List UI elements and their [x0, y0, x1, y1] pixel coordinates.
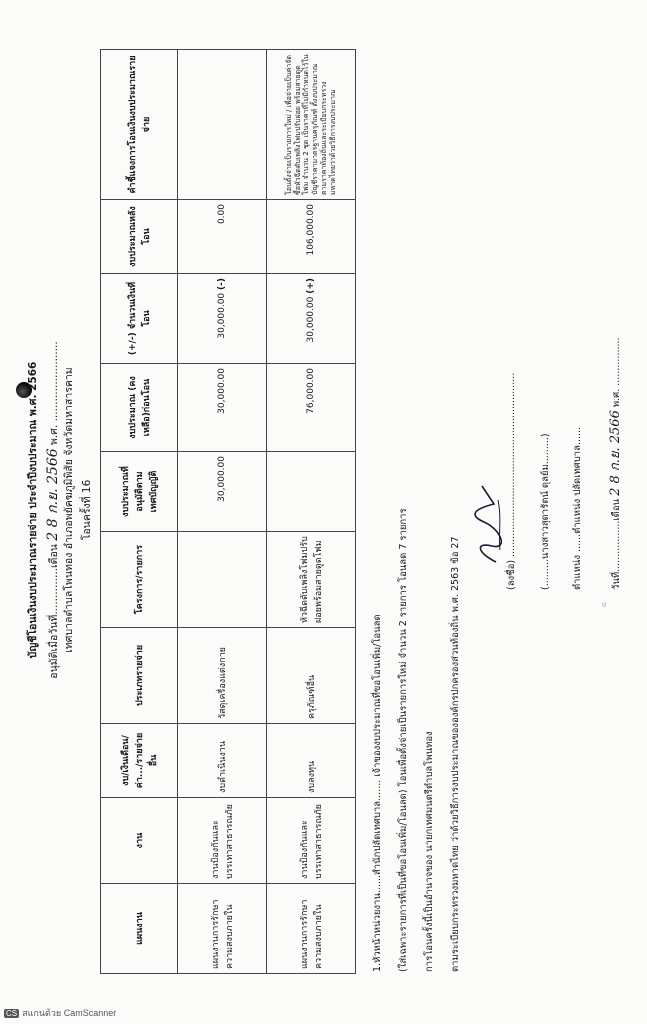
cell-plan: แผนงานการรักษาความสงบภายใน [178, 884, 267, 974]
col-header: (+/-) จำนวนเงินที่โอน [101, 274, 178, 364]
cell-before: 76,000.00 [267, 364, 356, 452]
transfer-number: โอนครั้งที่ 16 [81, 479, 93, 541]
cell-transfer [178, 274, 267, 364]
approval-suffix: พ.ศ. ........................ [48, 341, 60, 445]
cell-type: วัสดุเครื่องแต่งกาย [178, 628, 267, 724]
cell-approved: 30,000.00 [178, 452, 267, 532]
date-prefix: วันที่.................เดือน [611, 498, 622, 590]
note-line: ตามระเบียบกระทรวงมหาดไทย ว่าด้วยวิธีการงบประมาณขององค์กรปกครองส่วนท้องถิ่น พ.ศ. 2563 ข้อ 27 [450, 536, 461, 972]
handwritten-signature [472, 480, 506, 570]
note-line: 1.หัวหน้าหน่วยงาน......สำนักปลัดเทศบาล....... เจ้าของงบประมาณที่ขอโอนเพิ่ม/โอนลด [372, 614, 383, 972]
cell-note [178, 50, 267, 200]
transfer-amount: 30,000.00 [306, 296, 316, 343]
cell-work: งานป้องกันและบรรเทาสาธารณภัย [178, 798, 267, 884]
col-header: โครงการ/รายการ [101, 532, 178, 628]
rotated-document [14, 10, 634, 1010]
transfer-sign: (-) [217, 278, 227, 290]
cell-budget: งบดำเนินงาน [178, 724, 267, 798]
transfer-table [100, 49, 356, 974]
scanner-footer [4, 1006, 116, 1020]
table-row [178, 50, 267, 974]
transfer-amount: 30,000.00 [217, 292, 227, 339]
note-line: (ใส่เฉพาะรายการที่เป็นที่ขอโอนเพิ่ม/โอนลด) โอนเพื่อตั้งจ่ายเป็นรายการใหม่ จำนวน 2 รายการ โอนลด 7 รายการ [398, 508, 409, 972]
cell-after: 106,000.00 [267, 200, 356, 274]
signature-date [604, 337, 625, 590]
signer-name: (.........นางสาวสุดารัตน์ ดุลย์ม.........) [540, 433, 551, 590]
note-line: การโอนครั้งนี้เป็นอำนาจของ นายกเทศมนตรีตำบลโพนทอง [424, 731, 435, 972]
cell-after: 0.00 [178, 200, 267, 274]
col-header: แผนงาน [101, 884, 178, 974]
date-value: 2 8 ก.ย. 2566 [608, 410, 623, 496]
col-header: คำชี้แจงการโอนเงินงบประมาณรายจ่าย [101, 50, 178, 200]
col-header: งาน [101, 798, 178, 884]
cell-note: โอนตั้งจ่ายเป็นรายการใหม่ / เพื่อจ่ายเป็นค่าจัดซื้อหัวฉีดดับเพลิงโฟมปรับฝอย พร้อมสายดูดโฟม จำนวน 2 ชุด เป็นราคาที่ไม่มีกำหนดไว้ในบัญชีราคามาตรฐานครุภัณฑ์ ตั้งงบประมาณตามราคาท้องถิ่นและระเบียบกระทรวงมหาดไทยว่าด้วยวิธีการงบประมาณ [267, 50, 356, 200]
cell-before: 30,000.00 [178, 364, 267, 452]
cell-type: ครุภัณฑ์อื่น [267, 628, 356, 724]
col-header: งบประมาณที่อนุมัติตามเทศบัญญัติ [101, 452, 178, 532]
col-header: งบ/เงินเดือน/ค่า.../รายจ่ายอื่น [101, 724, 178, 798]
camscanner-badge-icon: CS [6, 1009, 18, 1018]
cell-transfer [267, 274, 356, 364]
organization: เทศบาลตำบลโพนทอง อำเภอพยัคฆภูมิพิสัย จังหวัดมหาสารคาม [63, 367, 75, 653]
signature-line: (ลงชื่อ) ............................................................. [506, 372, 517, 590]
col-header: งบประมาณ (คงเหลือ)ก่อนโอน [101, 364, 178, 452]
cell-project: หัวฉีดดับเพลิงโฟมปรับฝอยพร้อมสายดูดโฟม [267, 532, 356, 628]
cell-project [178, 532, 267, 628]
cell-plan: แผนงานการรักษาความสงบภายใน [267, 884, 356, 974]
document-title: บัญชีโอนเงินงบประมาณรายจ่าย ประจำปีงบประมาณ พ.ศ. 2566 [27, 361, 39, 659]
cell-budget: งบลงทุน [267, 724, 356, 798]
approval-prefix: อนุมัติเมื่อวันที่..............เดือน [48, 544, 60, 679]
transfer-sign: (+) [306, 278, 316, 294]
cell-approved [267, 452, 356, 532]
approval-date: 2 8 ก.ย. 2566 [45, 448, 61, 541]
col-header: ประเภทรายจ่าย [101, 628, 178, 724]
signer-position: ตำแหน่ง ......ตำแหน่ง ปลัดเทศบาล...... [572, 426, 583, 590]
footer-text: สแกนด้วย CamScanner [22, 1008, 117, 1018]
cell-work: งานป้องกันและบรรเทาสาธารณภัย [267, 798, 356, 884]
page-corner-mark: ᵁ [602, 602, 607, 613]
date-suffix: พ.ศ. ................ [611, 337, 622, 408]
table-header-row [101, 50, 178, 974]
col-header: งบประมาณหลังโอน [101, 200, 178, 274]
table-row [267, 50, 356, 974]
